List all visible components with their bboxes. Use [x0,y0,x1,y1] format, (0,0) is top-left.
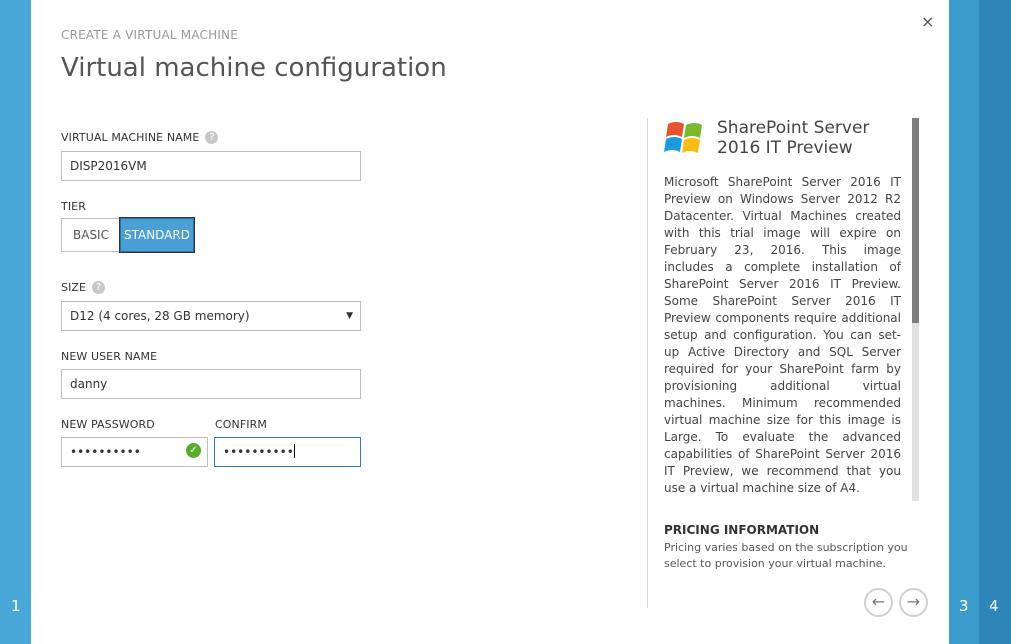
password-label: NEW PASSWORD [61,418,155,431]
pricing-heading: PRICING INFORMATION [664,523,820,537]
arrow-right-icon[interactable]: → [899,588,928,617]
arrow-left-icon[interactable]: ← [864,588,893,617]
image-description: Microsoft SharePoint Server 2016 IT Preview on Windows Server 2012 R2 Datacenter. Virtual Machines created with this trial image will expire on February 23, 2016. This image includes a complete installation of SharePoint Server 2016 IT Preview. Some SharePoint Server 2016 IT Preview components require additional setup and configuration. You can set-up Active Directory and SQL Server required for your SharePoint farm by provisioning additional virtual machines. Minimum recommended virtual machine size for this image is Large. To evaluate the advanced capabilities of SharePoint Server 2016 IT Preview, we recommend that you use a virtual machine size of A4. [664,175,901,495]
confirm-label: CONFIRM [215,418,267,431]
page-title: Virtual machine configuration [61,53,447,83]
wizard-step-1-bar[interactable] [0,0,31,644]
user-name-input[interactable]: danny [61,369,361,399]
image-title: SharePoint Server 2016 IT Preview [717,118,870,158]
size-label: SIZE [61,281,87,294]
vm-name-label: VIRTUAL MACHINE NAME [61,131,200,144]
size-label-row [61,281,105,294]
step-1-number: 1 [11,597,21,615]
password-input[interactable]: •••••••••• [61,437,208,467]
vm-name-input[interactable]: DISP2016VM [61,151,361,181]
wizard-subtitle: CREATE A VIRTUAL MACHINE [61,28,239,42]
close-icon[interactable]: × [921,12,935,31]
tier-basic-button[interactable]: BASIC [61,218,120,252]
chevron-down-icon: ▼ [346,311,353,321]
user-name-label: NEW USER NAME [61,350,158,363]
help-icon[interactable]: ? [205,131,218,144]
tier-standard-button[interactable]: STANDARD [120,218,194,252]
wizard-step-3-bar[interactable] [949,0,979,644]
text-caret [294,444,295,458]
panel-divider [647,118,648,608]
size-select-value: D12 (4 cores, 28 GB memory) [70,309,250,323]
pricing-text: Pricing varies based on the subscription you select to provision your virtual machine. [664,541,908,570]
step-3-number: 3 [959,597,969,615]
vm-name-label-row [61,131,218,144]
size-select[interactable] [61,301,361,331]
tier-label: TIER [61,200,86,213]
step-4-number: 4 [989,597,999,615]
confirm-password-value: •••••••••• [223,445,294,459]
checkmark-icon: ✓ [186,443,201,458]
description-scrollbar-thumb[interactable] [912,118,919,323]
confirm-password-input[interactable] [214,437,361,467]
wizard-step-4-bar[interactable] [979,0,1011,644]
windows-logo-icon [664,118,708,158]
help-icon[interactable]: ? [92,281,105,294]
